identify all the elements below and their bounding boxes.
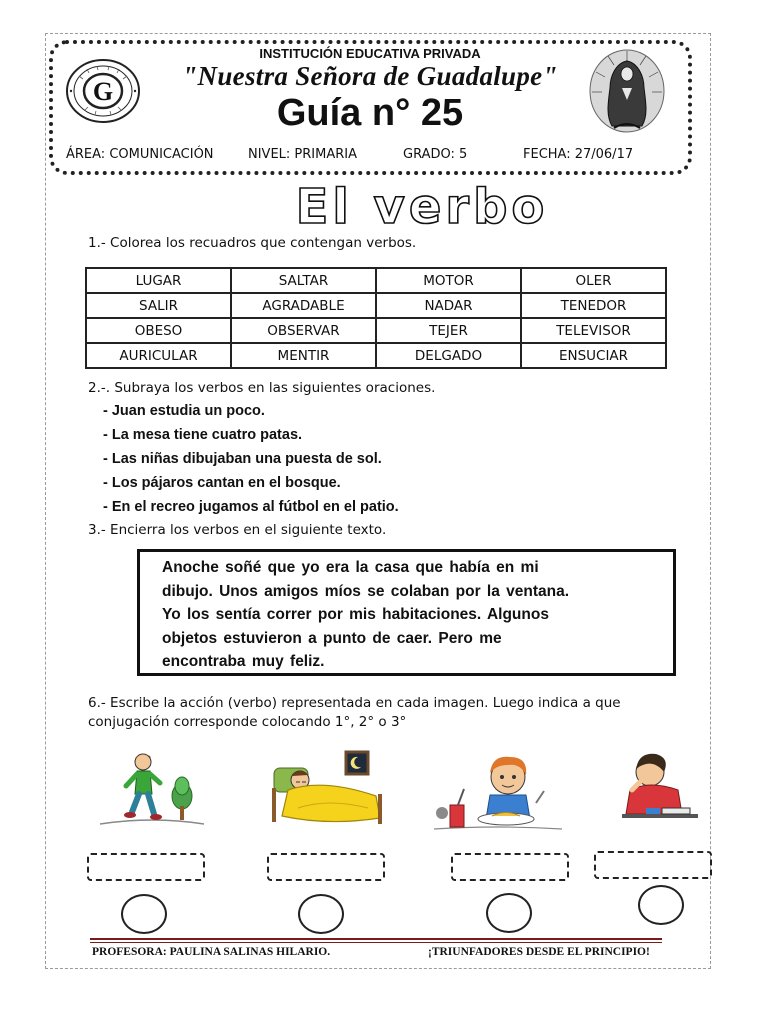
word-cell[interactable]: SALIR [86,293,231,318]
instruction-3: 3.- Encierra los verbos en el siguiente texto. [88,522,387,538]
answer-circle-3[interactable] [486,893,532,933]
table-row [86,268,666,293]
word-cell[interactable]: AURICULAR [86,343,231,368]
guide-title: Guía n° 25 [276,92,464,134]
instruction-6-line1: 6.- Escribe la acción (verbo) representada en cada imagen. Luego indica a que [88,695,621,711]
word-cell[interactable]: MENTIR [231,343,376,368]
table-row [86,343,666,368]
answer-box-3[interactable] [451,853,569,881]
topic-title-text: El verbo [295,181,549,231]
eating-boy-image [432,753,564,835]
area-label: ÁREA: COMUNICACIÓN [66,147,214,162]
level-label: NIVEL: PRIMARIA [248,147,357,162]
motto: ¡TRIUNFADORES DESDE EL PRINCIPIO! [428,946,650,958]
sentence-item: - Juan estudia un poco. [103,403,265,419]
word-cell[interactable]: AGRADABLE [231,293,376,318]
story-line: Anoche soñé que yo era la casa que había en mi [162,559,539,576]
institution-line: INSTITUCIÓN EDUCATIVA PRIVADA [259,46,481,61]
word-cell[interactable]: LUGAR [86,268,231,293]
word-cell[interactable]: NADAR [376,293,521,318]
answer-box-1[interactable] [87,853,205,881]
instruction-1: 1.- Colorea los recuadros que contengan verbos. [88,235,417,251]
virgin-image [588,48,666,134]
word-cell[interactable]: DELGADO [376,343,521,368]
story-textbox [137,549,676,676]
footer-rule-top [90,938,662,940]
sentence-item: - Los pájaros cantan en el bosque. [103,475,341,491]
school-logo [65,58,141,124]
answer-box-2[interactable] [267,853,385,881]
sentence-item: - En el recreo jugamos al fútbol en el patio. [103,499,399,515]
topic-title [250,181,595,231]
answer-circle-1[interactable] [121,894,167,934]
word-cell[interactable]: TENEDOR [521,293,666,318]
footer-rule-bottom [90,942,662,943]
sentence-item: - La mesa tiene cuatro patas. [103,427,303,443]
word-table [85,267,667,369]
word-cell[interactable]: OBSERVAR [231,318,376,343]
story-line: objetos estuvieron a punto de caer. Pero me [162,629,502,647]
table-row [86,293,666,318]
sentence-item: - Las niñas dibujaban una puesta de sol. [103,451,382,467]
teacher-name: PROFESORA: PAULINA SALINAS HILARIO. [92,946,331,958]
story-line: Yo los sentía correr por mis habitaciones. Algunos [162,606,549,623]
word-cell[interactable]: TELEVISOR [521,318,666,343]
thinking-boy-image [616,748,700,828]
answer-box-4[interactable] [594,851,712,879]
word-cell[interactable]: OLER [521,268,666,293]
walking-boy-image [98,748,206,830]
instruction-6-line2: conjugación corresponde colocando 1°, 2° o 3° [88,714,407,730]
word-cell[interactable]: SALTAR [231,268,376,293]
word-cell[interactable]: TEJER [376,318,521,343]
story-line: dibujo. Unos amigos míos se colaban por la ventana. [162,582,570,600]
table-row [86,318,666,343]
answer-circle-2[interactable] [298,894,344,934]
grade-label: GRADO: 5 [403,147,468,162]
word-cell[interactable]: MOTOR [376,268,521,293]
word-cell[interactable]: OBESO [86,318,231,343]
date-label: FECHA: 27/06/17 [523,147,634,162]
word-cell[interactable]: ENSUCIAR [521,343,666,368]
sleeping-child-image [268,748,388,828]
logo-letter: G [92,77,114,106]
story-line: encontraba muy feliz. [162,653,325,670]
school-name: "Nuestra Señora de Guadalupe" [182,61,558,91]
answer-circle-4[interactable] [638,885,684,925]
instruction-2: 2.-. Subraya los verbos en las siguientes oraciones. [88,380,436,396]
